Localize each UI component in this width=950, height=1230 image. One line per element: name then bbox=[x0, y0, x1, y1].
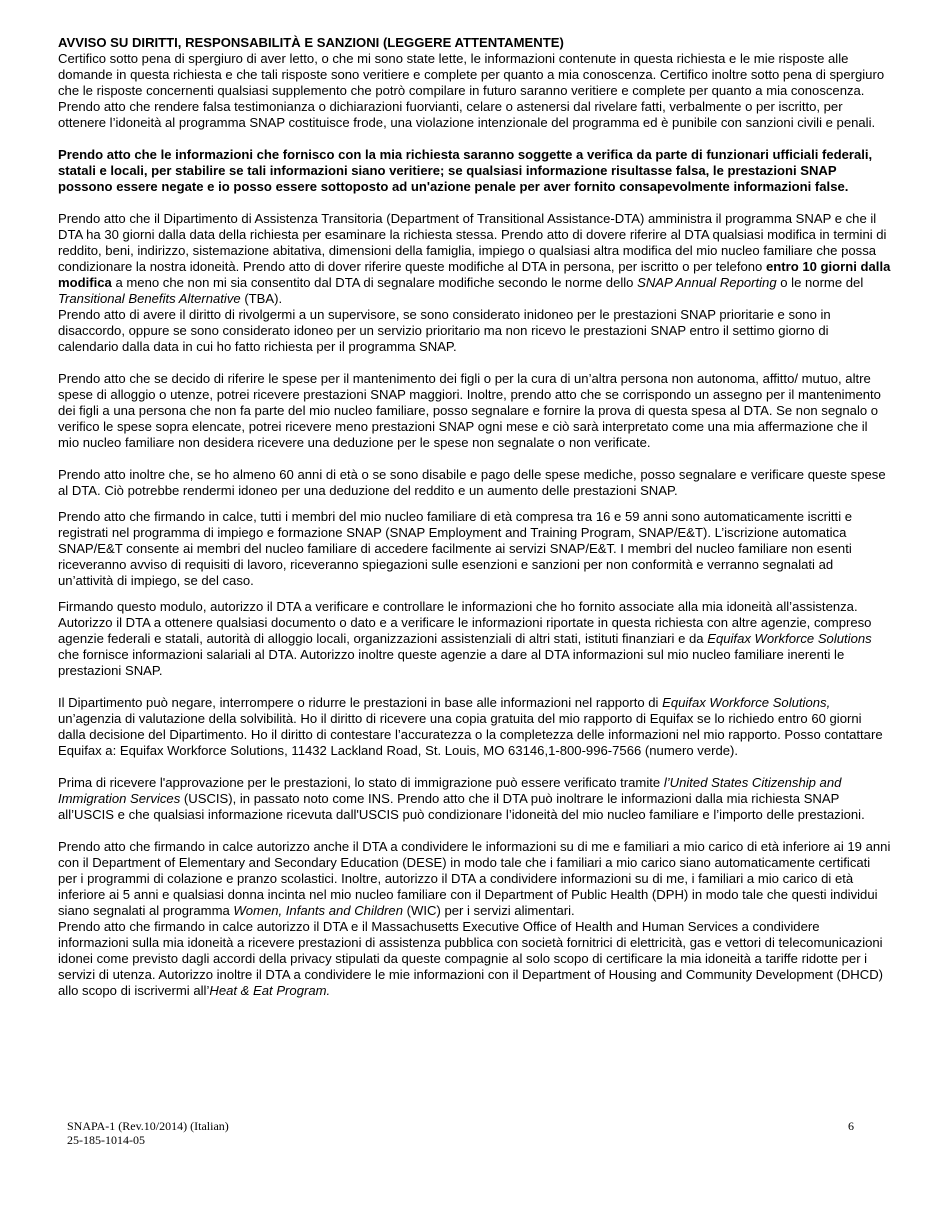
footer-form-id: SNAPA-1 (Rev.10/2014) (Italian) bbox=[67, 1119, 229, 1133]
paragraph-supervisor-right: Prendo atto di avere il diritto di rivolgermi a un supervisore, se sono considerato inidoneo per le prestazioni SNAP prioritarie e sono in disaccordo, oppure se sono considerato idoneo per un servizio prioritario ma non ricevo le prestazioni SNAP entro il settimo giorno di calendario dalla data in cui ho fatto richiesta per il programma SNAP. bbox=[58, 307, 831, 354]
paragraph-utility-sharing: Prendo atto che firmando in calce autorizzo il DTA e il Massachusetts Executive Office of Health and Human Services a condividere informazioni sulla mia idoneità a ricevere prestazioni di assistenza pubblica con società fornitrici di elettricità, gas e vettori di telecomunicazioni idonei come previsto dagli accordi della privacy stipulati da queste compagnie al solo scopo di certificare la mia idoneità a tariffe ridotte per i servizi di utenza. Autorizzo inoltre il DTA a condividere le mie informazioni con il Department of Housing and Community Development (DHCD) allo scopo di iscrivermi all’Heat & Eat Program. bbox=[58, 919, 884, 998]
paragraph-dta-reporting: Prendo atto che il Dipartimento di Assistenza Transitoria (Department of Transitional Assistance-DTA) amministra il programma SNAP e che il DTA ha 30 giorni dalla data della richiesta per esaminare la richiesta stessa. Prendo atto di dovere riferire al DTA qualsiasi modifica in termini di reddito, beni, indirizzo, sistemazione abitativa, dimensioni della famiglia, impiego o qualsiasi altra modifica del mio nucleo familiare che possa condizionare la nostra idoneità. Prendo atto di dover riferire queste modifiche al DTA in persona, per iscritto o per telefono entro 10 giorni dalla modifica a meno che non mi sia consentito dal DTA di segnalare modifiche secondo le norme dello SNAP Annual Reporting o le norme del Transitional Benefits Alternative (TBA). bbox=[58, 211, 891, 306]
footer-code: 25-185-1014-05 bbox=[67, 1133, 145, 1147]
paragraph-data-sharing: Prendo atto che firmando in calce autorizzo anche il DTA a condividere le informazioni su di me e familiari a mio carico di età inferiore ai 19 anni con il Department of Elementary and Secondary Education (DESE) in modo tale che i familiari a mio carico siano automaticamente certificati per i programmi di colazione e pranzo scolastici. Inoltre, autorizzo il DTA a condividere informazioni su di me, i familiari a mio carico di età inferiore ai 5 anni e qualsiasi donna incinta nel mio nucleo familiare con il Department of Public Health (DPH) in modo tale che questi individui siano segnalati al programma Women, Infants and Children (WIC) per i servizi alimentari. bbox=[58, 839, 891, 918]
paragraph-verification-warning: Prendo atto che le informazioni che fornisco con la mia richiesta saranno soggette a verifica da parte di funzionari ufficiali federali, statali e locali, per stabilire se tali informazioni siano veritiere; se qualsiasi informazione risultasse falsa, le prestazioni SNAP possono essere negate e io posso essere sottoposto ad un'azione penale per aver fornito consapevolmente informazioni false. bbox=[58, 147, 873, 194]
paragraph-snap-et: Prendo atto che firmando in calce, tutti i membri del mio nucleo familiare di età compresa tra 16 e 59 anni sono automaticamente iscritti e registrati nel programma di impiego e formazione SNAP (SNAP Employment and Training Program, SNAP/E&T). L’iscrizione automatica SNAP/E&T consente ai membri del nucleo familiare di accedere facilmente ai servizi SNAP/E&T. I membri del nucleo familiare non esenti riceveranno avviso di requisiti di lavoro, riceveranno spiegazioni sulle esenzioni e sanzioni per non conformità e verranno segnalati ad un’attività di impiego, se del caso. bbox=[58, 509, 853, 588]
paragraph-perjury-certification: Certifico sotto pena di spergiuro di aver letto, o che mi sono state lette, le informazioni contenute in questa richiesta e le mie risposte alle domande in questa richiesta e che tali risposte sono veritiere e complete per quanto a mia conoscenza. Certifico inoltre sotto pena di spergiuro che le risposte concernenti qualsiasi supplemento che potrò compilare in futuro saranno veritiere e complete per quanto a mia conoscenza. Prendo atto che rendere falsa testimonianza o dichiarazioni fuorvianti, celare o astenersi dal rivelare fatti, verbalmente o per iscritto, per ottenere l’idoneità al programma SNAP costituisce frode, una violazione intenzionale del programma ed è punibile con sanzioni civili e penali. bbox=[58, 51, 885, 130]
paragraph-medical-expenses: Prendo atto inoltre che, se ho almeno 60 anni di età o se sono disabile e pago delle spese mediche, posso segnalare e verificare queste spese al DTA. Ciò potrebbe rendermi idoneo per una deduzione del reddito e un aumento delle prestazioni SNAP. bbox=[58, 467, 886, 498]
notice-title: AVVISO SU DIRITTI, RESPONSABILITÀ E SANZIONI (LEGGERE ATTENTAMENTE) bbox=[58, 35, 564, 50]
paragraph-expenses: Prendo atto che se decido di riferire le spese per il mantenimento dei figli o per la cura di un’altra persona non autonoma, affitto/ mutuo, altre spese di alloggio o utenze, potrei ricevere prestazioni SNAP maggiori. Inoltre, prendo atto che se corrispondo un assegno per il mantenimento dei figli a una persona che non fa parte del mio nucleo familiare, posso segnalare e fornire la prova di questa spesa al DTA. Se non segnalo o verifico le spese sopra elencate, potrei ricevere meno prestazioni SNAP ogni mese e ciò sarà interpretato come una mia affermazione che il mio nucleo familiare non desidera ricevere una deduzione per le spese non segnalate o non verificate. bbox=[58, 371, 881, 450]
notice-body bbox=[58, 35, 892, 999]
footer-form-info bbox=[67, 1119, 229, 1147]
page-number: 6 bbox=[848, 1119, 854, 1133]
paragraph-authorization: Firmando questo modulo, autorizzo il DTA a verificare e controllare le informazioni che ho fornito associate alla mia idoneità all’assistenza. Autorizzo il DTA a ottenere qualsiasi documento o dato e a verificare le informazioni riportate in questa richiesta con altre agenzie, compreso agenzie federali e statali, autorità di alloggio locali, organizzazioni assistenziali di altri stati, istituti finanziari e da Equifax Workforce Solutions che fornisce informazioni salariali al DTA. Autorizzo inoltre queste agenzie a dare al DTA informazioni sul mio nucleo familiare inerenti le prestazioni SNAP. bbox=[58, 599, 872, 678]
paragraph-equifax: Il Dipartimento può negare, interrompere o ridurre le prestazioni in base alle informazioni nel rapporto di Equifax Workforce Solutions, un’agenzia di valutazione della solvibilità. Ho il diritto di ricevere una copia gratuita del mio rapporto di Equifax se lo richiedo entro 60 giorni dalla decisione del Dipartimento. Ho il diritto di contestare l’accuratezza o la completezza delle informazioni nel mio rapporto. Posso contattare Equifax a: Equifax Workforce Solutions, 11432 Lackland Road, St. Louis, MO 63146,1-800-996-7566 (numero verde). bbox=[58, 695, 883, 758]
paragraph-immigration: Prima di ricevere l'approvazione per le prestazioni, lo stato di immigrazione può essere verificato tramite l’United States Citizenship and Immigration Services (USCIS), in passato noto come INS. Prendo atto che il DTA può inoltrare le informazioni dalla mia richiesta SNAP all’USCIS e che qualsiasi informazione ricevuta dall'USCIS può condizionare l’idoneità del mio nucleo familiare e l’importo delle prestazioni. bbox=[58, 775, 865, 822]
